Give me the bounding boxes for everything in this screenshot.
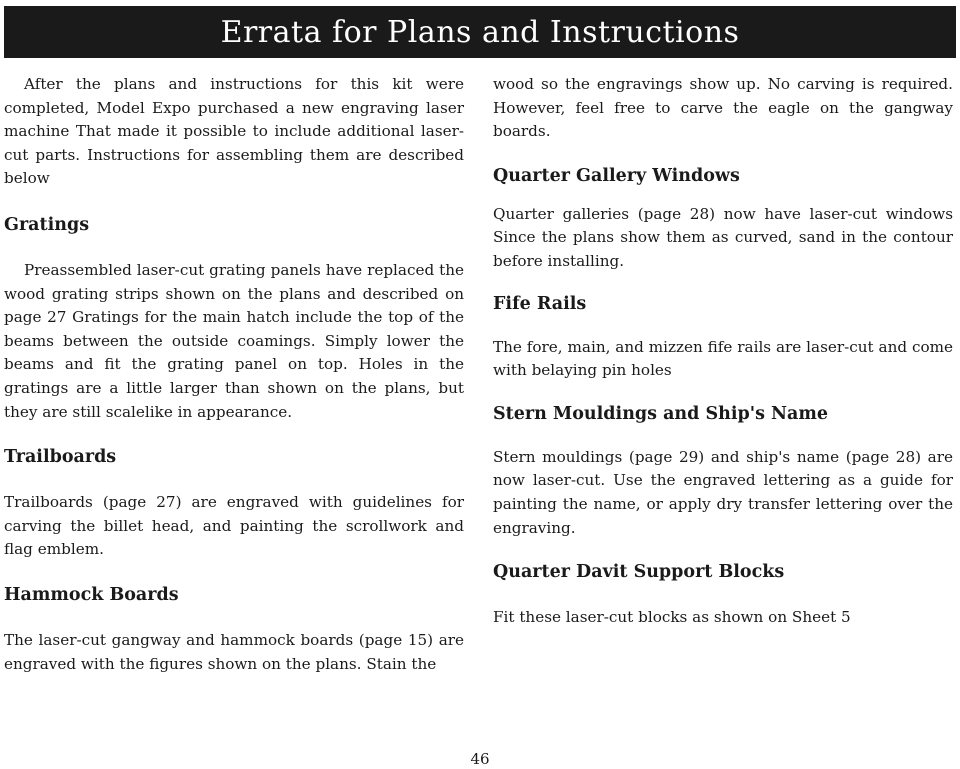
right-column xyxy=(493,73,953,630)
stern-paragraph: Stern mouldings (page 29) and ship's name (page 28) are now laser-cut. Use the engraved lettering as a guide for painting the name, or apply dry transfer lettering over the engraving. xyxy=(493,447,953,537)
davit-heading: Quarter Davit Support Blocks xyxy=(493,562,785,583)
title-banner xyxy=(4,6,956,58)
hammock-continued-paragraph: wood so the engravings show up. No carving is required. However, feel free to carve the eagle on the gangway boards. xyxy=(493,75,953,141)
intro-paragraph: After the plans and instructions for this kit were completed, Model Expo purchased a new engraving laser machine That made it possible to include additional laser-cut parts. Instructions for assembling them are described below xyxy=(4,75,464,188)
quarter-gallery-paragraph: Quarter galleries (page 28) now have laser-cut windows Since the plans show them as curved, sand in the contour before installing. xyxy=(493,204,953,270)
quarter-gallery-heading: Quarter Gallery Windows xyxy=(493,165,740,186)
trailboards-heading: Trailboards xyxy=(4,447,117,468)
trailboards-paragraph: Trailboards (page 27) are engraved with guidelines for carving the billet head, and painting the scrollwork and flag emblem. xyxy=(4,493,464,559)
hammock-boards-paragraph: The laser-cut gangway and hammock boards (page 15) are engraved with the figures shown on the plans. Stain the xyxy=(4,630,464,673)
page-title: Errata for Plans and Instructions xyxy=(220,14,740,50)
left-column xyxy=(4,73,464,676)
gratings-heading: Gratings xyxy=(4,214,90,235)
stern-heading: Stern Mouldings and Ship's Name xyxy=(493,403,829,424)
hammock-boards-heading: Hammock Boards xyxy=(4,584,179,605)
fife-rails-paragraph: The fore, main, and mizzen fife rails are laser-cut and come with belaying pin holes xyxy=(493,337,953,380)
davit-paragraph: Fit these laser-cut blocks as shown on Sheet 5 xyxy=(493,608,851,627)
page-number: 46 xyxy=(470,750,490,768)
fife-rails-heading: Fife Rails xyxy=(493,293,587,314)
gratings-paragraph: Preassembled laser-cut grating panels have replaced the wood grating strips shown on the plans and described on page 27 Gratings for the main hatch include the top of the beams between the outside coamings. Simply lower the beams and fit the grating panel on top. Holes in the gratings are a little larger than shown on the plans, but they are still scalelike in appearance. xyxy=(4,260,464,421)
